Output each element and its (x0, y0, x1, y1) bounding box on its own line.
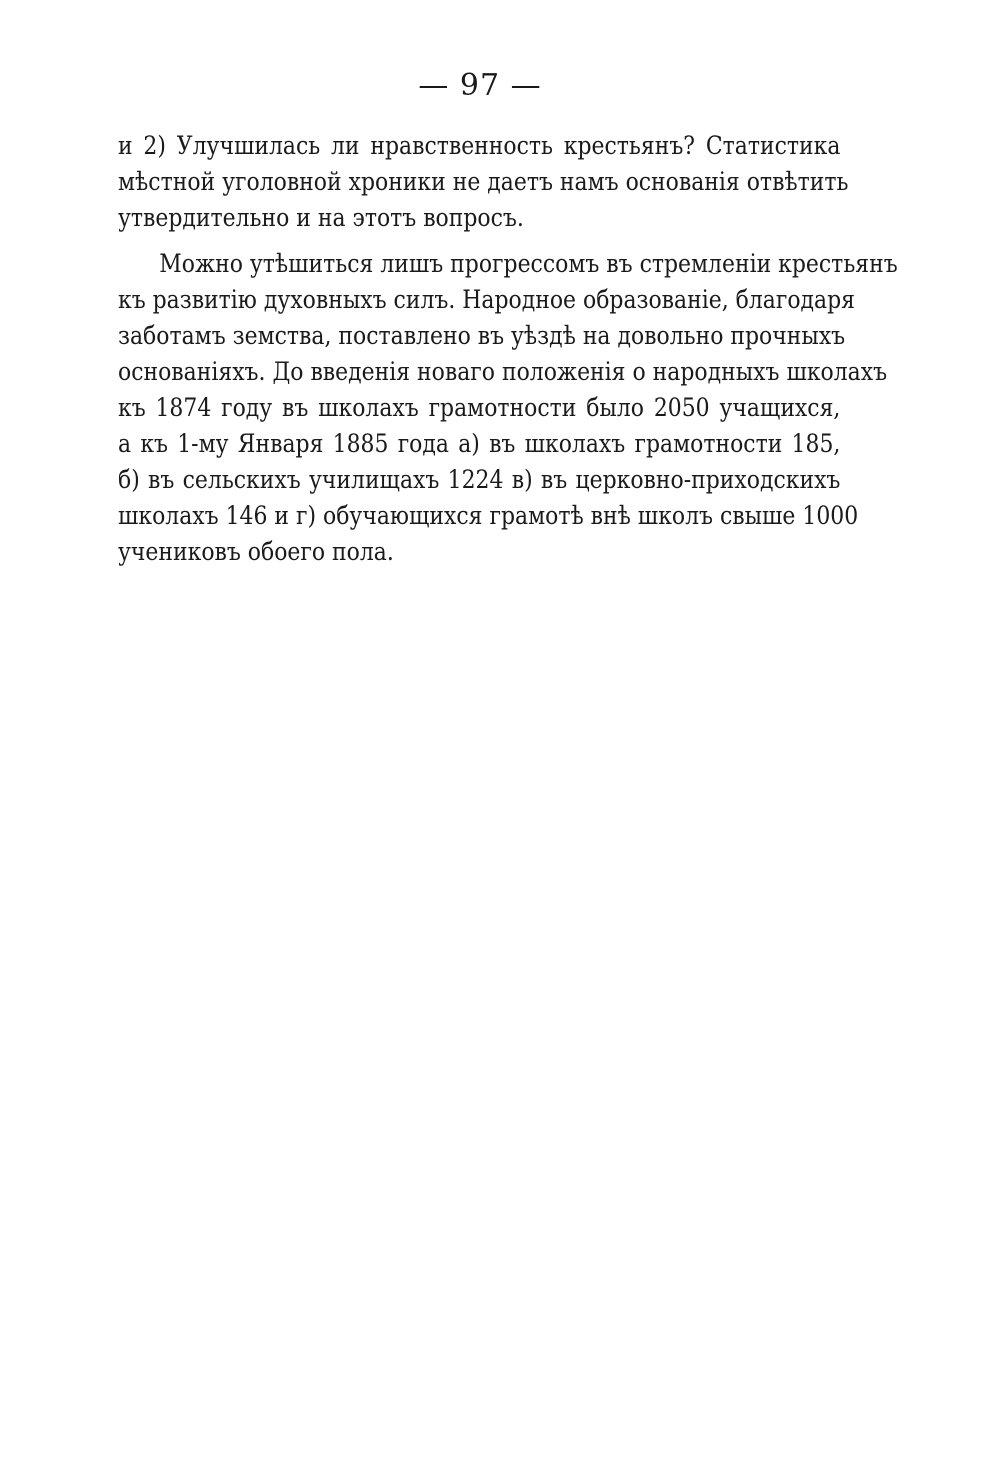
paragraph-2 (118, 246, 898, 570)
text-line: и 2) Улучшилась ли нравственность крестьянъ? Статистика (118, 131, 841, 161)
text-line: къ развитію духовныхъ силъ. Народное образованіе, благодаря (118, 285, 856, 315)
text-line: Можно утѣшиться лишъ прогрессомъ въ стремленіи крестьянъ (159, 249, 898, 279)
text-line: а къ 1-му Января 1885 года а) въ школахъ грамотности 185, (118, 429, 841, 459)
body-text (118, 128, 898, 570)
paragraph-1 (118, 128, 849, 236)
paragraph-gap (118, 236, 840, 246)
text-line: б) въ сельскихъ училищахъ 1224 в) въ церковно-приходскихъ (118, 465, 841, 495)
text-line: учениковъ обоего пола. (118, 537, 394, 567)
text-line: основаніяхъ. До введенія новаго положенія о народныхъ школахъ (118, 357, 888, 387)
text-line: къ 1874 году въ школахъ грамотности было 2050 учащихся, (118, 393, 841, 423)
text-line: утвердительно и на этотъ вопросъ. (118, 203, 524, 233)
page-number: — 97 — (418, 68, 542, 103)
text-line: мѣстной уголовной хроники не даетъ намъ основанія отвѣтить (118, 167, 849, 197)
text-line: школахъ 146 и г) обучающихся грамотѣ внѣ школъ свыше 1000 (118, 501, 859, 531)
text-line: заботамъ земства, поставлено въ уѣздѣ на довольно прочныхъ (118, 321, 846, 351)
